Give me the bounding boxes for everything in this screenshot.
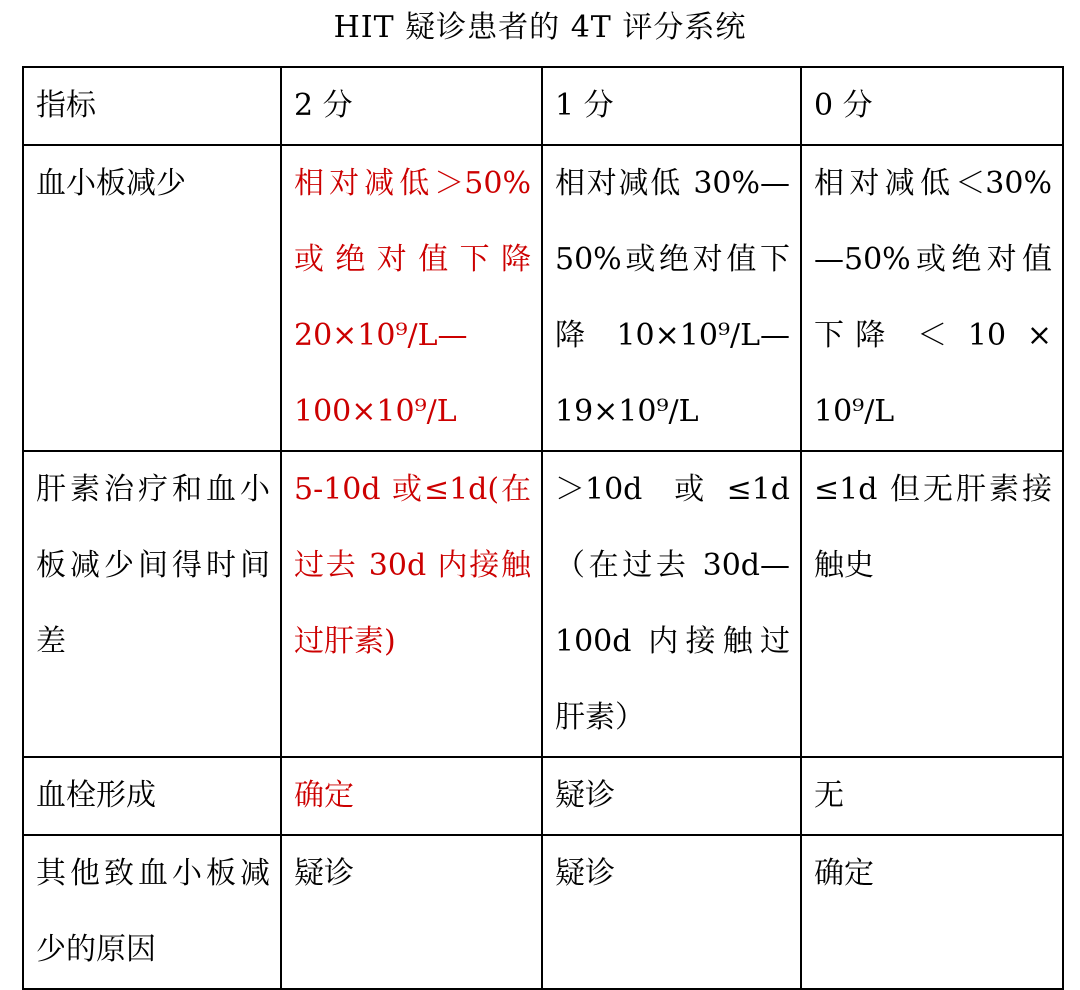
header-cell-score-0: 0 分 (801, 67, 1063, 145)
table-row (23, 451, 1063, 757)
score-1-cell: 疑诊 (542, 757, 801, 835)
4t-score-table (22, 66, 1064, 990)
score-2-cell: 相对减低＞50%或绝对值下降 20×10⁹/L—100×10⁹/L (281, 145, 542, 451)
score-2-cell: 疑诊 (281, 835, 542, 989)
score-1-cell: 相对减低 30%—50%或绝对值下降 10×10⁹/L—19×10⁹/L (542, 145, 801, 451)
indicator-cell: 其他致血小板减少的原因 (23, 835, 281, 989)
score-0-cell: 相对减低＜30%—50%或绝对值下降 ＜ 10 × 10⁹/L (801, 145, 1063, 451)
score-0-cell: 无 (801, 757, 1063, 835)
table-row (23, 145, 1063, 451)
table-row (23, 835, 1063, 989)
header-cell-score-1: 1 分 (542, 67, 801, 145)
score-2-cell: 5-10d 或≤1d(在过去 30d 内接触过肝素) (281, 451, 542, 757)
score-1-cell: ＞10d 或≤1d（在过去 30d—100d 内接触过肝素） (542, 451, 801, 757)
score-2-cell: 确定 (281, 757, 542, 835)
indicator-cell: 血小板减少 (23, 145, 281, 451)
indicator-cell: 肝素治疗和血小板减少间得时间差 (23, 451, 281, 757)
table-row (23, 757, 1063, 835)
indicator-cell: 血栓形成 (23, 757, 281, 835)
header-cell-score-2: 2 分 (281, 67, 542, 145)
score-0-cell: 确定 (801, 835, 1063, 989)
header-cell-indicator: 指标 (23, 67, 281, 145)
score-0-cell: ≤1d 但无肝素接触史 (801, 451, 1063, 757)
table-header-row (23, 67, 1063, 145)
document-title: HIT 疑诊患者的 4T 评分系统 (333, 10, 747, 45)
score-1-cell: 疑诊 (542, 835, 801, 989)
